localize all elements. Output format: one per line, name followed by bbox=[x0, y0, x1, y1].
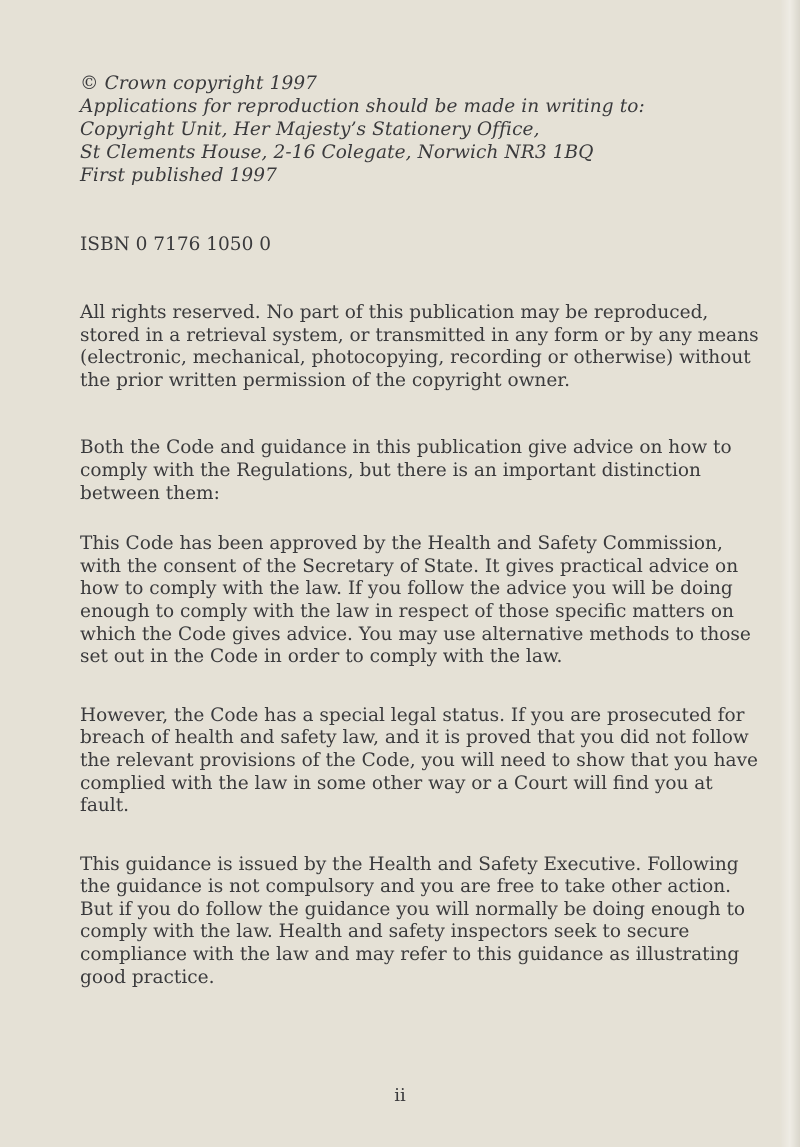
page-content bbox=[80, 72, 760, 989]
guidance-paragraph: This guidance is issued by the Health and Safety Executive. Following the guidance is not compulsory and you are free to take other action. But if you do follow the guidance you will normally be doing enough to comply with the law. Health and safety inspectors seek to secure compliance with the law and may refer to this guidance as illustrating good practice. bbox=[80, 853, 746, 988]
address-line: St Clements House, 2-16 Colegate, Norwich NR3 1BQ bbox=[80, 142, 594, 163]
isbn: ISBN 0 7176 1050 0 bbox=[80, 234, 271, 255]
applications-line: Applications for reproduction should be made in writing to: bbox=[80, 96, 645, 117]
publisher-imprint bbox=[80, 72, 760, 187]
page-number: ii bbox=[394, 1085, 406, 1106]
rights-paragraph: All rights reserved. No part of this publication may be reproduced, stored in a retrieval system, or transmitted in any form or by any means (electronic, mechanical, photocopying, recording or otherwise) without the prior written permission of the copyright owner. bbox=[80, 302, 759, 391]
legal-status-paragraph: However, the Code has a special legal status. If you are prosecuted for breach of health and safety law, and it is proved that you did not follow the relevant provisions of the Code, you will need to show that you have complied with the law in some other way or a Court will find you at fault. bbox=[80, 704, 758, 817]
copyright-unit-line: Copyright Unit, Her Majesty’s Stationery Office, bbox=[80, 119, 540, 140]
code-paragraph: This Code has been approved by the Health and Safety Commission, with the consent of the Secretary of State. It gives practical advice on how to comply with the law. If you follow the advice you will be doing enough to comply with the law in respect of those specific matters on which the Code gives advice. You may use alternative methods to those set out in the Code in order to comply with the law. bbox=[80, 533, 751, 668]
first-published-line: First published 1997 bbox=[80, 165, 277, 186]
distinction-paragraph: Both the Code and guidance in this publication give advice on how to comply with the Regulations, but there is an important distinction between them: bbox=[80, 437, 732, 504]
copyright-line: © Crown copyright 1997 bbox=[80, 73, 318, 94]
